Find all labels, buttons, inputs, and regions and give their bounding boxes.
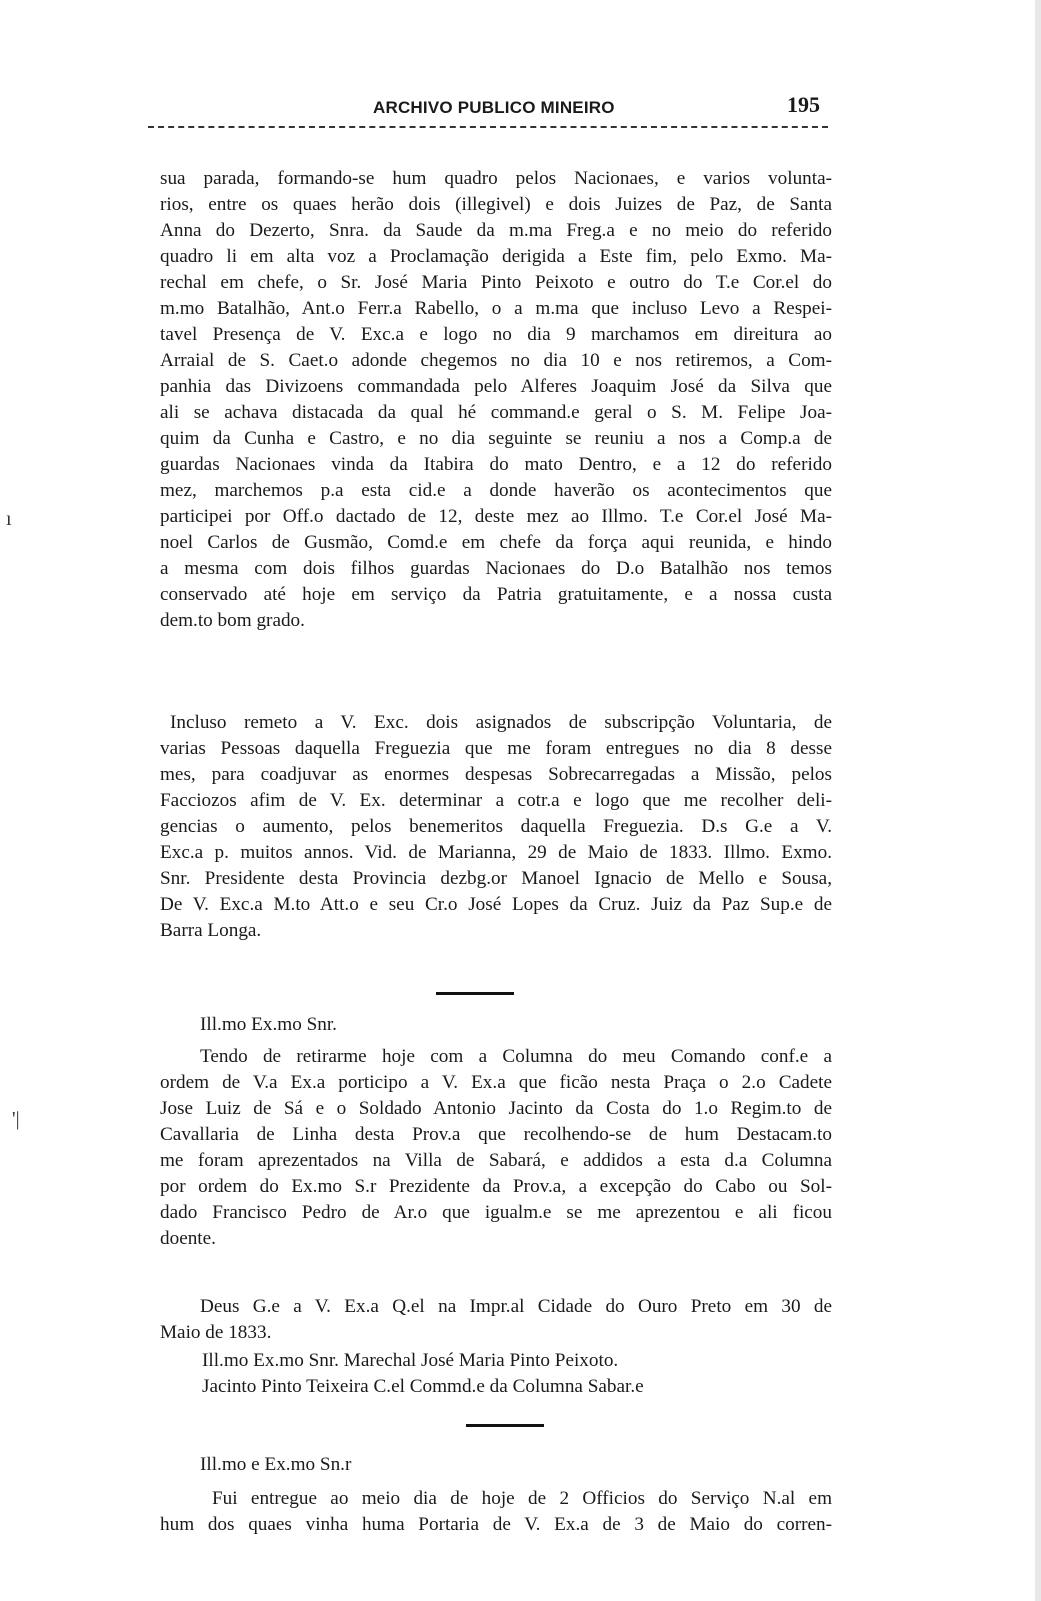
text-line: dem.to bom grado. bbox=[160, 610, 305, 631]
text-line: Facciozos afim de V. Ex. determinar a cotr.a e logo que me recolher deli- bbox=[160, 790, 832, 811]
text-line: Fui entregue ao meio dia de hoje de 2 Officios do Serviço N.al em bbox=[212, 1488, 832, 1509]
text-line: Ill.mo Ex.mo Snr. bbox=[200, 1014, 337, 1035]
closing bbox=[160, 1294, 832, 1346]
header-rule bbox=[148, 126, 828, 128]
paragraph-3 bbox=[160, 1044, 832, 1252]
text-line: Snr. Presidente desta Provincia dezbg.or Manoel Ignacio de Mello e Sousa, bbox=[160, 868, 832, 889]
text-line: Tendo de retirarme hoje com a Columna do meu Comando conf.e a bbox=[200, 1046, 832, 1067]
text-line: panhia das Divizoens commandada pelo Alferes Joaquim José da Silva que bbox=[160, 376, 832, 397]
text-line: Barra Longa. bbox=[160, 920, 262, 941]
text-line: Jose Luiz de Sá e o Soldado Antonio Jacinto da Costa do 1.o Regim.to de bbox=[160, 1098, 832, 1119]
text-line: Arraial de S. Caet.o adonde chegemos no dia 10 e nos retiremos, a Com- bbox=[160, 350, 832, 371]
text-line: guardas Nacionaes vinda da Itabira do mato Dentro, e a 12 do referido bbox=[160, 454, 832, 475]
text-line: tavel Presença de V. Exc.a e logo no dia 9 marchamos em direitura ao bbox=[160, 324, 832, 345]
text-line: rios, entre os quaes herão dois (illegivel) e dois Juizes de Paz, de Santa bbox=[160, 194, 832, 215]
page-edge-shadow bbox=[1035, 0, 1041, 1601]
margin-mark: '| bbox=[12, 1108, 20, 1130]
text-line: a mesma com dois filhos guardas Nacionaes do D.o Batalhão nos temos bbox=[160, 558, 832, 579]
header-title: ARCHIVO PUBLICO MINEIRO bbox=[373, 98, 615, 117]
text-line: gencias o aumento, pelos benemeritos daquella Freguezia. D.s G.e a V. bbox=[160, 816, 832, 837]
text-line: ali se achava distacada da qual hé command.e geral o S. M. Felipe Joa- bbox=[160, 402, 832, 423]
text-line: por ordem do Ex.mo S.r Prezidente da Prov.a, a excepção do Cabo ou Sol- bbox=[160, 1176, 832, 1197]
paragraph-1 bbox=[160, 166, 832, 634]
text-line: conservado até hoje em serviço da Patria gratuitamente, e a nossa custa bbox=[160, 584, 832, 605]
signature bbox=[160, 1374, 832, 1400]
text-line: quim da Cunha e Castro, e no dia seguinte se reuniu a nos a Comp.a de bbox=[160, 428, 832, 449]
paragraph-4 bbox=[160, 1486, 832, 1538]
text-line: Deus G.e a V. Ex.a Q.el na Impr.al Cidade do Ouro Preto em 30 de bbox=[200, 1296, 832, 1317]
addressee bbox=[160, 1348, 832, 1374]
text-line: rechal em chefe, o Sr. José Maria Pinto Peixoto e outro do T.e Cor.el do bbox=[160, 272, 832, 293]
text-line: Exc.a p. muitos annos. Vid. de Marianna, 29 de Maio de 1833. Illmo. Exmo. bbox=[160, 842, 832, 863]
text-line: noel Carlos de Gusmão, Comd.e em chefe da força aqui reunida, e hindo bbox=[160, 532, 832, 553]
text-line: hum dos quaes vinha huma Portaria de V. Ex.a de 3 de Maio do corren- bbox=[160, 1514, 832, 1535]
paragraph-2 bbox=[160, 710, 832, 944]
text-line: mes, para coadjuvar as enormes despesas Sobrecarregadas a Missão, pelos bbox=[160, 764, 832, 785]
text-line: mez, marchemos p.a esta cid.e a donde haverão os acontecimentos que bbox=[160, 480, 832, 501]
text-line: sua parada, formando-se hum quadro pelos Nacionaes, e varios volunta- bbox=[160, 168, 832, 189]
section-separator bbox=[436, 992, 514, 995]
salutation-2 bbox=[160, 1452, 832, 1478]
text-line: Incluso remeto a V. Exc. dois asignados de subscripção Voluntaria, de bbox=[170, 712, 832, 733]
text-line: Anna do Dezerto, Snra. da Saude da m.ma Freg.a e no meio do referido bbox=[160, 220, 832, 241]
salutation bbox=[160, 1012, 832, 1038]
text-line: Cavallaria de Linha desta Prov.a que recolhendo-se de hum Destacam.to bbox=[160, 1124, 832, 1145]
text-line: varias Pessoas daquella Freguezia que me foram entregues no dia 8 desse bbox=[160, 738, 832, 759]
margin-mark: ı bbox=[6, 508, 12, 530]
text-line: Jacinto Pinto Teixeira C.el Commd.e da Columna Sabar.e bbox=[202, 1376, 644, 1397]
text-line: participei por Off.o dactado de 12, deste mez ao Illmo. T.e Cor.el José Ma- bbox=[160, 506, 832, 527]
page-number: 195 bbox=[787, 92, 820, 117]
text-line: Ill.mo e Ex.mo Sn.r bbox=[200, 1454, 352, 1475]
section-separator bbox=[466, 1424, 544, 1427]
text-line: dado Francisco Pedro de Ar.o que igualm.e se me aprezentou e ali ficou bbox=[160, 1202, 832, 1223]
text-line: m.mo Batalhão, Ant.o Ferr.a Rabello, o a m.ma que incluso Levo a Respei- bbox=[160, 298, 832, 319]
text-line: quadro li em alta voz a Proclamação derigida a Este fim, pelo Exmo. Ma- bbox=[160, 246, 832, 267]
running-header bbox=[148, 92, 828, 132]
text-line: Maio de 1833. bbox=[160, 1322, 272, 1343]
text-line: De V. Exc.a M.to Att.o e seu Cr.o José Lopes da Cruz. Juiz da Paz Sup.e de bbox=[160, 894, 832, 915]
text-line: Ill.mo Ex.mo Snr. Marechal José Maria Pinto Peixoto. bbox=[202, 1350, 619, 1371]
text-line: ordem de V.a Ex.a porticipo a V. Ex.a que ficão nesta Praça o 2.o Cadete bbox=[160, 1072, 832, 1093]
text-line: me foram aprezentados na Villa de Sabará, e addidos a esta d.a Columna bbox=[160, 1150, 832, 1171]
text-line: doente. bbox=[160, 1228, 216, 1249]
